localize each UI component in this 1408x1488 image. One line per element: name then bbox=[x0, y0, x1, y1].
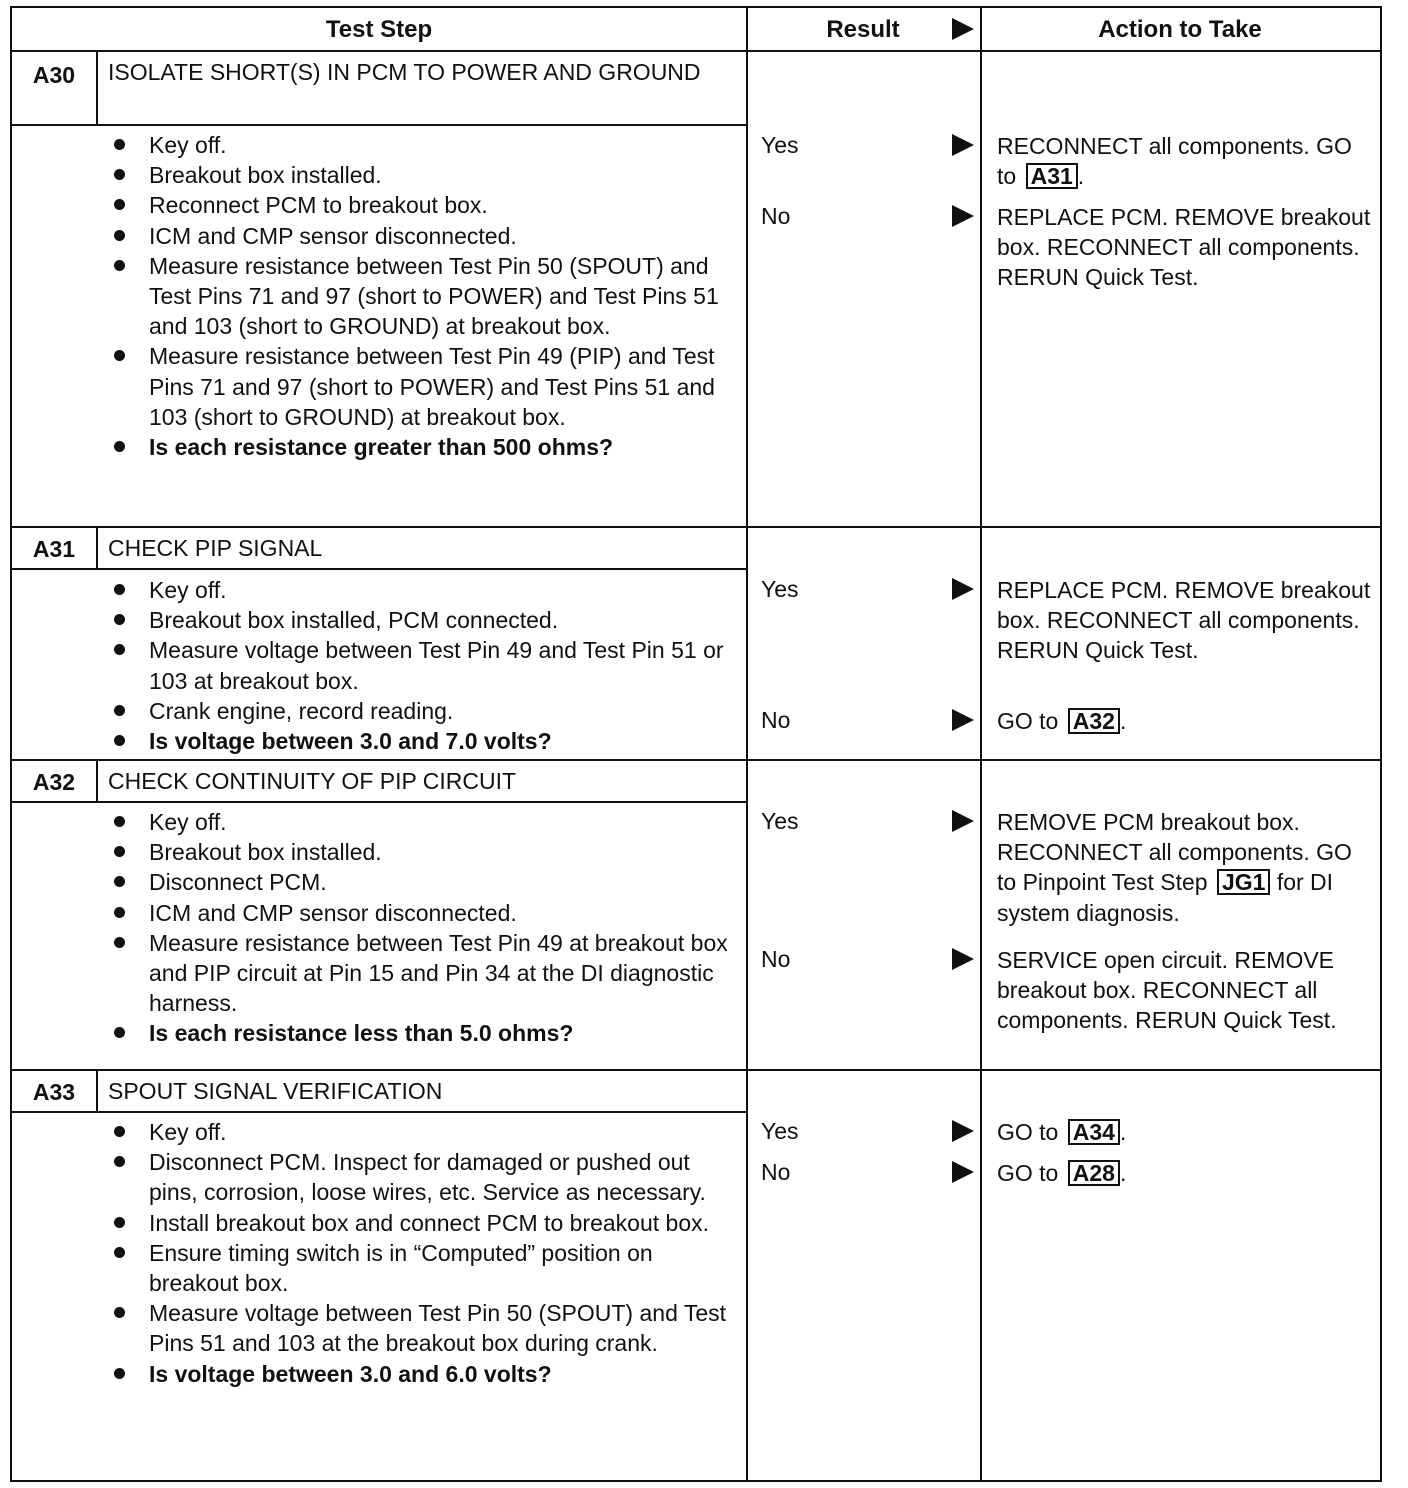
list-item: Breakout box installed, PCM connected. bbox=[108, 605, 744, 635]
step-bullets bbox=[108, 575, 744, 756]
list-item: Key off. bbox=[108, 575, 744, 605]
step-id: A31 bbox=[32, 536, 76, 562]
action-text: REMOVE PCM breakout box. RECONNECT all components. GO to Pinpoint Test Step bbox=[997, 809, 1352, 896]
header-action: Action to Take bbox=[1098, 16, 1262, 43]
action-text: RECONNECT all components. GO to bbox=[997, 133, 1352, 190]
action-tail: . bbox=[1119, 1160, 1127, 1186]
action-no bbox=[997, 706, 1377, 736]
step-bullets bbox=[108, 807, 744, 1049]
step-question: Is each resistance less than 5.0 ohms? bbox=[108, 1018, 744, 1048]
action-yes bbox=[997, 807, 1369, 928]
arrow-right-icon bbox=[952, 810, 974, 832]
list-item: Disconnect PCM. Inspect for damaged or pushed out pins, corrosion, loose wires, etc. Service as necessary. bbox=[108, 1147, 744, 1207]
result-yes: Yes bbox=[761, 132, 799, 158]
arrow-right-icon bbox=[952, 205, 974, 227]
step-ref-link[interactable]: A28 bbox=[1068, 1160, 1120, 1186]
step-question: Is each resistance greater than 500 ohms? bbox=[108, 432, 744, 462]
result-no: No bbox=[761, 203, 791, 229]
result-no: No bbox=[761, 1159, 791, 1185]
action-text: GO to bbox=[997, 708, 1059, 734]
list-item: Reconnect PCM to breakout box. bbox=[108, 190, 744, 220]
action-yes bbox=[997, 1117, 1377, 1147]
step-ref-link[interactable]: JG1 bbox=[1217, 869, 1270, 895]
result-yes: Yes bbox=[761, 808, 799, 834]
list-item: Ensure timing switch is in “Computed” position on breakout box. bbox=[108, 1238, 744, 1298]
result-no: No bbox=[761, 946, 791, 972]
arrow-right-icon bbox=[952, 1120, 974, 1142]
step-a31 bbox=[12, 526, 1380, 761]
action-tail: . bbox=[1119, 708, 1127, 734]
title-rule bbox=[12, 124, 746, 126]
step-a30 bbox=[12, 50, 1380, 528]
arrow-right-icon bbox=[952, 18, 974, 40]
list-item: Measure resistance between Test Pin 49 at breakout box and PIP circuit at Pin 15 and Pin 34 at the DI diagnostic harness. bbox=[108, 928, 744, 1019]
arrow-right-icon bbox=[952, 709, 974, 731]
step-bullets bbox=[108, 1117, 744, 1389]
step-ref-link[interactable]: A32 bbox=[1068, 708, 1120, 734]
step-id: A30 bbox=[32, 62, 76, 88]
action-no: SERVICE open circuit. REMOVE breakout box. RECONNECT all components. RERUN Quick Test. bbox=[997, 947, 1337, 1034]
table-header bbox=[12, 8, 1380, 52]
action-no: REPLACE PCM. REMOVE breakout box. RECONNECT all components. RERUN Quick Test. bbox=[997, 204, 1371, 291]
step-ref-link[interactable]: A34 bbox=[1068, 1119, 1120, 1145]
result-yes: Yes bbox=[761, 1118, 799, 1144]
arrow-right-icon bbox=[952, 134, 974, 156]
action-tail: for DI system diagnosis. bbox=[997, 869, 1334, 926]
list-item: Breakout box installed. bbox=[108, 837, 744, 867]
step-question: Is voltage between 3.0 and 6.0 volts? bbox=[108, 1359, 744, 1389]
list-item: Measure voltage between Test Pin 50 (SPOUT) and Test Pins 51 and 103 at the breakout box during crank. bbox=[108, 1298, 744, 1358]
step-title: SPOUT SIGNAL VERIFICATION bbox=[108, 1078, 443, 1104]
step-title: ISOLATE SHORT(S) IN PCM TO POWER AND GROUND bbox=[108, 59, 701, 85]
step-id-divider bbox=[96, 50, 98, 124]
list-item: Measure resistance between Test Pin 50 (SPOUT) and Test Pins 71 and 97 (short to POWER) and Test Pins 51 and 103 (short to GROUND) at breakout box. bbox=[108, 251, 744, 342]
action-text: GO to bbox=[997, 1160, 1059, 1186]
step-a33 bbox=[12, 1069, 1380, 1482]
step-id-divider bbox=[96, 528, 98, 568]
header-result: Result bbox=[826, 16, 900, 43]
list-item: Install breakout box and connect PCM to breakout box. bbox=[108, 1208, 744, 1238]
list-item: Key off. bbox=[108, 130, 744, 160]
arrow-right-icon bbox=[952, 1161, 974, 1183]
result-no: No bbox=[761, 707, 791, 733]
title-rule bbox=[12, 801, 746, 803]
list-item: Disconnect PCM. bbox=[108, 867, 744, 897]
list-item: Key off. bbox=[108, 1117, 744, 1147]
step-question: Is voltage between 3.0 and 7.0 volts? bbox=[108, 726, 744, 756]
step-id: A32 bbox=[32, 769, 76, 795]
action-yes: REPLACE PCM. REMOVE breakout box. RECONNECT all components. RERUN Quick Test. bbox=[997, 577, 1371, 664]
step-id-divider bbox=[96, 1071, 98, 1111]
action-yes bbox=[997, 131, 1377, 191]
action-text: GO to bbox=[997, 1119, 1059, 1145]
step-id-divider bbox=[96, 761, 98, 801]
action-no bbox=[997, 1158, 1377, 1188]
title-rule bbox=[12, 568, 746, 570]
arrow-right-icon bbox=[952, 948, 974, 970]
step-a32 bbox=[12, 759, 1380, 1071]
list-item: Measure voltage between Test Pin 49 and Test Pin 51 or 103 at breakout box. bbox=[108, 635, 744, 695]
diagnostic-table bbox=[10, 6, 1382, 1482]
step-bullets bbox=[108, 130, 744, 462]
arrow-right-icon bbox=[952, 578, 974, 600]
step-title: CHECK PIP SIGNAL bbox=[108, 535, 323, 561]
result-yes: Yes bbox=[761, 576, 799, 602]
list-item: ICM and CMP sensor disconnected. bbox=[108, 898, 744, 928]
step-title: CHECK CONTINUITY OF PIP CIRCUIT bbox=[108, 768, 517, 794]
list-item: Crank engine, record reading. bbox=[108, 696, 744, 726]
step-id: A33 bbox=[32, 1079, 76, 1105]
list-item: ICM and CMP sensor disconnected. bbox=[108, 221, 744, 251]
action-tail: . bbox=[1077, 163, 1085, 190]
list-item: Key off. bbox=[108, 807, 744, 837]
header-test-step: Test Step bbox=[325, 16, 433, 43]
action-tail: . bbox=[1119, 1119, 1127, 1145]
title-rule bbox=[12, 1111, 746, 1113]
list-item: Measure resistance between Test Pin 49 (PIP) and Test Pins 71 and 97 (short to POWER) and Test Pins 51 and 103 (short to GROUND) at breakout box. bbox=[108, 341, 744, 432]
step-ref-link[interactable]: A31 bbox=[1026, 163, 1078, 189]
list-item: Breakout box installed. bbox=[108, 160, 744, 190]
